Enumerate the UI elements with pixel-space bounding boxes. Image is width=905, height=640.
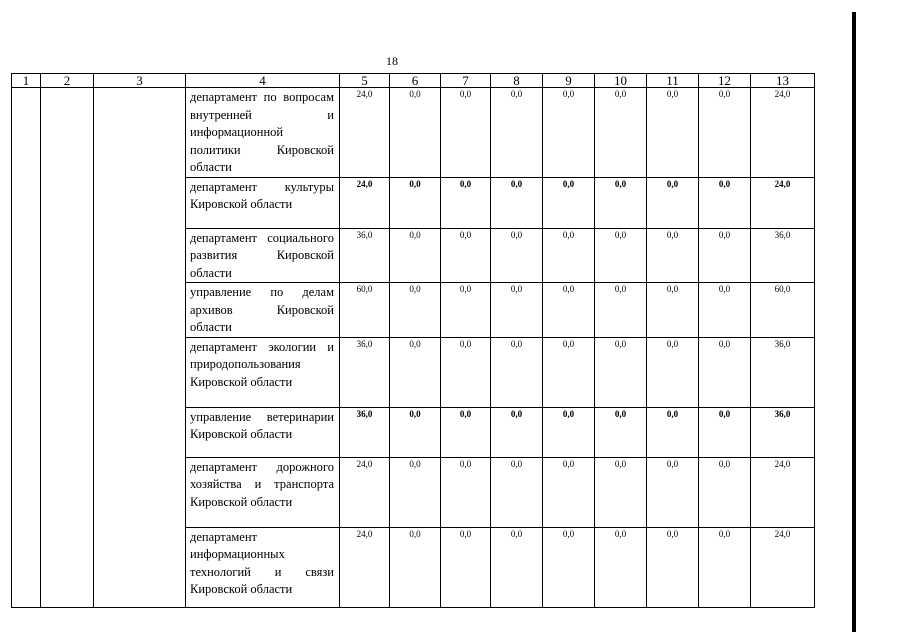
- value-cell: 0,0: [647, 228, 699, 283]
- value-cell: 0,0: [441, 177, 491, 228]
- value-cell: 0,0: [491, 283, 543, 338]
- value-cell: 0,0: [543, 88, 595, 178]
- col-3-cell: [94, 88, 186, 608]
- value-cell: 60,0: [340, 283, 390, 338]
- value-cell: 0,0: [491, 228, 543, 283]
- header-col-3: 3: [94, 74, 186, 88]
- header-col-1: 1: [12, 74, 41, 88]
- value-cell: 0,0: [647, 407, 699, 457]
- value-cell: 0,0: [647, 88, 699, 178]
- header-col-12: 12: [699, 74, 751, 88]
- total-cell: 36,0: [751, 407, 815, 457]
- total-cell: 36,0: [751, 228, 815, 283]
- value-cell: 0,0: [647, 177, 699, 228]
- value-cell: 0,0: [647, 457, 699, 527]
- value-cell: 0,0: [647, 337, 699, 407]
- department-name: департамент экологии и природопользования Кировской области: [186, 337, 340, 407]
- header-col-7: 7: [441, 74, 491, 88]
- header-col-2: 2: [41, 74, 94, 88]
- value-cell: 0,0: [595, 337, 647, 407]
- value-cell: 0,0: [390, 337, 441, 407]
- value-cell: 0,0: [441, 407, 491, 457]
- value-cell: 0,0: [441, 88, 491, 178]
- value-cell: 0,0: [491, 337, 543, 407]
- total-cell: 24,0: [751, 88, 815, 178]
- department-name: департамент культуры Кировской области: [186, 177, 340, 228]
- value-cell: 0,0: [543, 457, 595, 527]
- value-cell: 0,0: [441, 457, 491, 527]
- value-cell: 0,0: [543, 407, 595, 457]
- value-cell: 0,0: [543, 337, 595, 407]
- value-cell: 0,0: [390, 177, 441, 228]
- value-cell: 0,0: [491, 88, 543, 178]
- header-col-13: 13: [751, 74, 815, 88]
- department-name: управление ветеринарии Кировской области: [186, 407, 340, 457]
- value-cell: 36,0: [340, 228, 390, 283]
- value-cell: 0,0: [595, 228, 647, 283]
- value-cell: 24,0: [340, 527, 390, 607]
- header-col-11: 11: [647, 74, 699, 88]
- value-cell: 0,0: [441, 228, 491, 283]
- value-cell: 0,0: [699, 283, 751, 338]
- budget-table: [11, 73, 815, 608]
- department-name: департамент по вопросам внутренней и информационной политики Кировской области: [186, 88, 340, 178]
- header-col-9: 9: [543, 74, 595, 88]
- value-cell: 0,0: [390, 228, 441, 283]
- value-cell: 0,0: [491, 407, 543, 457]
- value-cell: 0,0: [441, 337, 491, 407]
- col-2-cell: [41, 88, 94, 608]
- value-cell: 0,0: [543, 177, 595, 228]
- header-col-5: 5: [340, 74, 390, 88]
- value-cell: 24,0: [340, 88, 390, 178]
- value-cell: 0,0: [699, 527, 751, 607]
- header-col-8: 8: [491, 74, 543, 88]
- value-cell: 36,0: [340, 337, 390, 407]
- value-cell: 0,0: [699, 407, 751, 457]
- value-cell: 0,0: [441, 527, 491, 607]
- page-number: 18: [386, 54, 398, 68]
- value-cell: 0,0: [595, 407, 647, 457]
- header-col-4: 4: [186, 74, 340, 88]
- value-cell: 0,0: [595, 283, 647, 338]
- value-cell: 0,0: [390, 88, 441, 178]
- value-cell: 0,0: [595, 177, 647, 228]
- value-cell: 0,0: [390, 527, 441, 607]
- value-cell: 0,0: [595, 457, 647, 527]
- value-cell: 0,0: [491, 527, 543, 607]
- total-cell: 60,0: [751, 283, 815, 338]
- header-col-6: 6: [390, 74, 441, 88]
- total-cell: 24,0: [751, 527, 815, 607]
- header-row: [12, 74, 815, 88]
- total-cell: 24,0: [751, 177, 815, 228]
- value-cell: 0,0: [595, 88, 647, 178]
- page-edge-bar: [852, 12, 856, 632]
- value-cell: 0,0: [491, 177, 543, 228]
- value-cell: 36,0: [340, 407, 390, 457]
- value-cell: 0,0: [390, 457, 441, 527]
- value-cell: 0,0: [699, 88, 751, 178]
- value-cell: 0,0: [699, 228, 751, 283]
- total-cell: 24,0: [751, 457, 815, 527]
- value-cell: 0,0: [595, 527, 647, 607]
- total-cell: 36,0: [751, 337, 815, 407]
- value-cell: 0,0: [699, 337, 751, 407]
- value-cell: 0,0: [441, 283, 491, 338]
- value-cell: 0,0: [699, 177, 751, 228]
- col-1-cell: [12, 88, 41, 608]
- header-col-10: 10: [595, 74, 647, 88]
- value-cell: 24,0: [340, 177, 390, 228]
- value-cell: 0,0: [543, 527, 595, 607]
- value-cell: 0,0: [390, 283, 441, 338]
- value-cell: 0,0: [699, 457, 751, 527]
- table-row: [12, 88, 815, 178]
- value-cell: 0,0: [647, 527, 699, 607]
- department-name: департамент информационных технологий и связи Кировской области: [186, 527, 340, 607]
- value-cell: 0,0: [647, 283, 699, 338]
- value-cell: 0,0: [390, 407, 441, 457]
- department-name: управление по делам архивов Кировской области: [186, 283, 340, 338]
- department-name: департамент дорожного хозяйства и транспорта Кировской области: [186, 457, 340, 527]
- value-cell: 0,0: [491, 457, 543, 527]
- value-cell: 0,0: [543, 283, 595, 338]
- value-cell: 24,0: [340, 457, 390, 527]
- value-cell: 0,0: [543, 228, 595, 283]
- department-name: департамент социального развития Кировской области: [186, 228, 340, 283]
